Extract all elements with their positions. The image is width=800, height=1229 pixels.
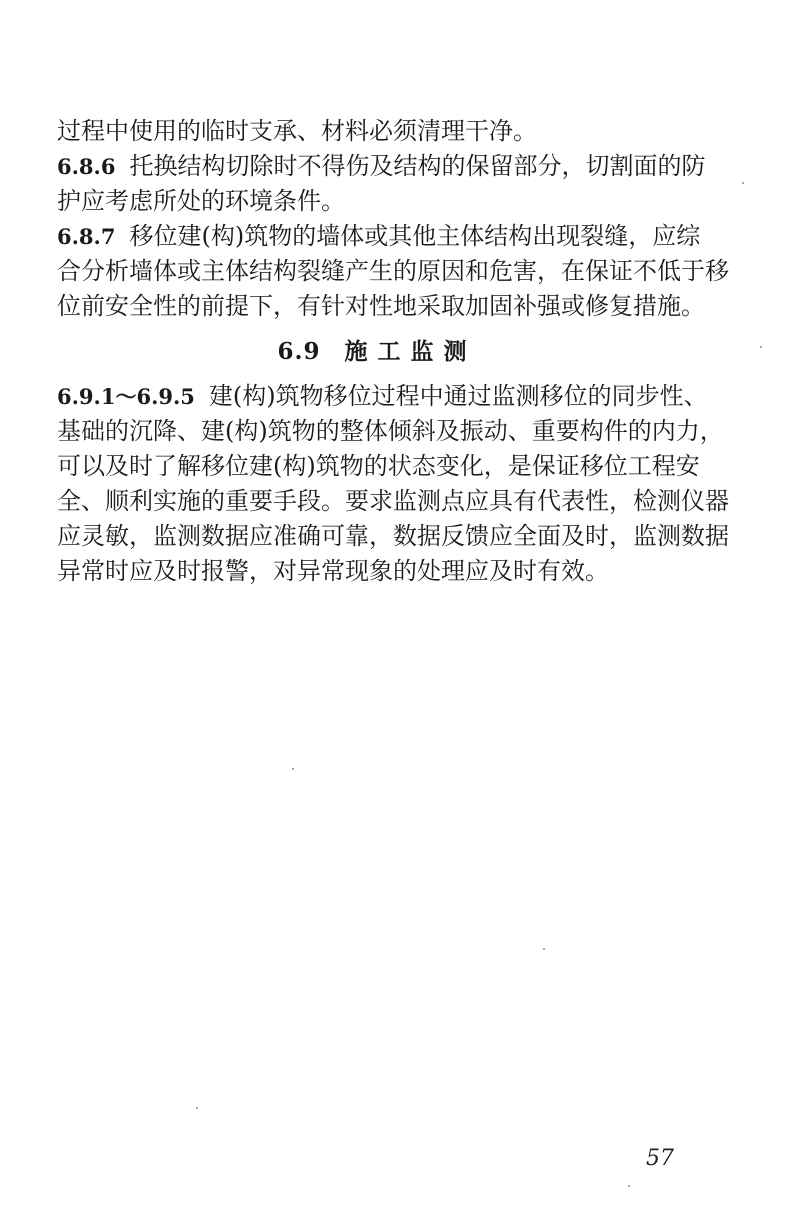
clause-6-9-1-line-4: 全、顺利实施的重要手段。要求监测点应具有代表性，检测仪器 [57,487,729,515]
scan-speck [742,182,744,184]
clause-6-9-1-line-1 [57,379,708,414]
clause-6-9-1-line-5: 应灵敏，监测数据应准确可靠，数据反馈应全面及时，监测数据 [57,522,729,550]
page-number: 57 [646,1146,674,1171]
clause-number-6-8-7: 6.8.7 [57,224,116,249]
clause-6-8-6-text-1: 托换结构切除时不得伤及结构的保留部分，切割面的防 [129,152,706,180]
clause-6-9-1-text-1: 建(构)筑物移位过程中通过监测移位的同步性、 [208,382,708,410]
clause-6-8-7-line-2: 合分析墙体或主体结构裂缝产生的原因和危害，在保证不低于移 [57,257,729,285]
clause-6-8-7-line-1 [57,219,701,254]
clause-number-6-9-1-to-6-9-5: 6.9.1～6.9.5 [57,384,195,409]
scan-speck [292,768,294,770]
clause-6-8-6-line-1 [57,149,706,184]
section-number: 6.9 [277,338,321,365]
section-heading-6-9 [57,324,697,374]
scan-speck [628,1185,630,1187]
clause-number-6-8-6: 6.8.6 [57,154,116,179]
clause-6-9-1-line-3: 可以及时了解移位建(构)筑物的状态变化，是保证移位工程安 [57,452,700,480]
clause-6-9-1-line-2: 基础的沉降、建(构)筑物的整体倾斜及振动、重要构件的内力， [57,417,724,445]
clause-6-8-7-text-1: 移位建(构)筑物的墙体或其他主体结构出现裂缝，应综 [129,222,701,250]
clause-6-8-6-line-2: 护应考虑所处的环境条件。 [57,187,345,215]
scan-speck [543,948,545,950]
section-title: 施工监测 [344,338,477,365]
scan-speck [196,1107,198,1109]
continuation-line: 过程中使用的临时支承、材料必须清理干净。 [57,117,537,145]
clause-6-8-7-line-3: 位前安全性的前提下，有针对性地采取加固补强或修复措施。 [57,292,705,320]
document-body [57,114,729,589]
clause-6-9-1-line-6: 异常时应及时报警，对异常现象的处理应及时有效。 [57,557,609,585]
scan-speck [760,346,762,348]
